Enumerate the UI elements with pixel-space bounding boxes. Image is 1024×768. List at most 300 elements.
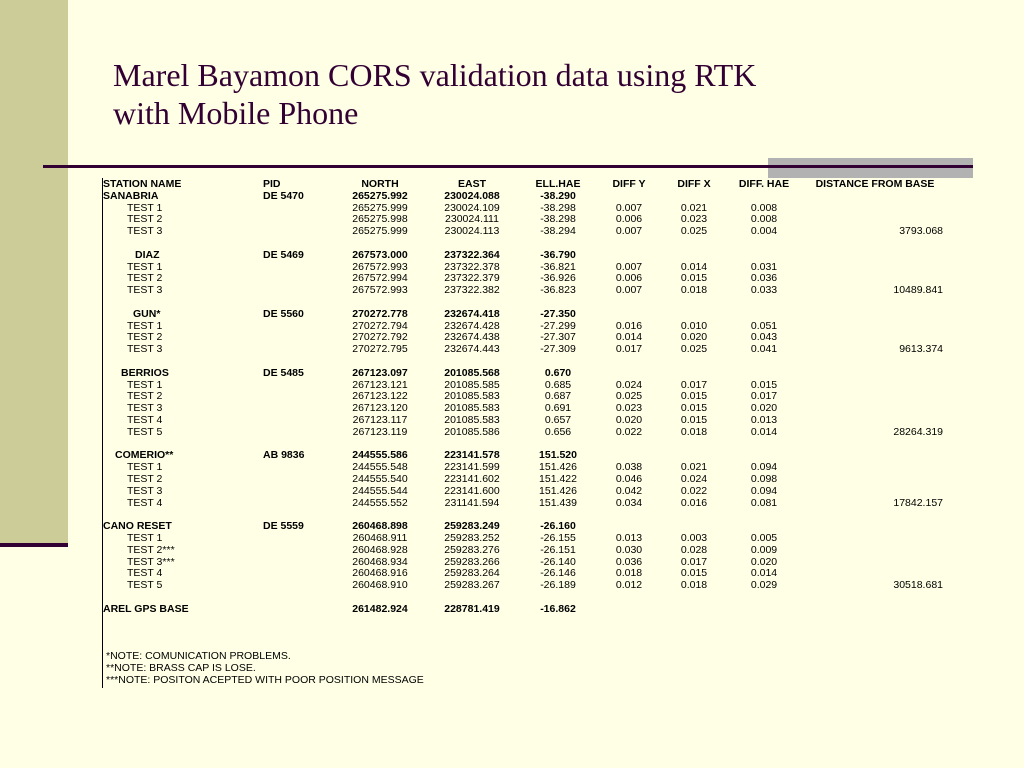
divider-accent xyxy=(768,158,973,178)
cell-distance xyxy=(801,368,949,380)
cell-north: 261482.924 xyxy=(352,603,408,615)
cell-pid: DE 5485 xyxy=(263,367,304,379)
cell-diff-hae: 0.020 xyxy=(750,403,778,415)
cell-diff-hae: 0.017 xyxy=(750,391,778,403)
cell-station-name: TEST 3 xyxy=(127,403,163,415)
cell-diff-y xyxy=(597,191,661,203)
test-row xyxy=(103,273,949,285)
cell-pid xyxy=(263,391,335,403)
test-row xyxy=(103,262,949,274)
test-row xyxy=(103,344,949,356)
cell-diff-y: 0.025 xyxy=(615,391,643,403)
cell-diff-x xyxy=(661,439,727,451)
cell-distance xyxy=(801,533,949,545)
cell-north: 244555.548 xyxy=(352,462,408,474)
cell-north: 267123.122 xyxy=(352,391,408,403)
cell-east: 201085.583 xyxy=(444,403,500,415)
cell-east: 259283.266 xyxy=(444,556,500,568)
cell-ell-hae xyxy=(519,238,597,250)
cell-diff-x: 0.025 xyxy=(680,226,708,238)
cell-diff-hae xyxy=(727,356,801,368)
cell-diff-y: 0.038 xyxy=(615,462,643,474)
cell-station-name: BERRIOS xyxy=(121,367,169,379)
cell-diff-hae xyxy=(727,450,801,462)
cell-diff-y: 0.024 xyxy=(615,379,643,391)
cell-east: 259283.249 xyxy=(444,521,500,533)
cell-diff-hae xyxy=(727,238,801,250)
cell-pid xyxy=(263,474,335,486)
cell-diff-y: 0.034 xyxy=(615,497,643,509)
cell-pid xyxy=(263,332,335,344)
cell-diff-x: 0.021 xyxy=(680,462,708,474)
cell-east xyxy=(425,439,519,451)
cell-north: 260468.911 xyxy=(352,532,408,544)
cell-diff-hae: 0.033 xyxy=(750,285,778,297)
cell-north: 270272.794 xyxy=(352,320,408,332)
cell-diff-y xyxy=(597,297,661,309)
test-row xyxy=(103,391,949,403)
cell-station-name xyxy=(103,356,263,368)
cell-pid xyxy=(263,462,335,474)
cell-east xyxy=(425,592,519,604)
cell-north: 260468.916 xyxy=(352,568,408,580)
test-row xyxy=(103,380,949,392)
cell-diff-x: 0.003 xyxy=(680,532,708,544)
cell-diff-hae: 0.098 xyxy=(750,473,778,485)
cell-station-name: TEST 4 xyxy=(127,497,163,509)
side-bottom-bar xyxy=(0,543,68,547)
cell-diff-hae: 0.005 xyxy=(750,532,778,544)
cell-station-name: TEST 5 xyxy=(127,580,163,592)
cell-east: 237322.364 xyxy=(444,249,500,261)
cell-ell-hae: -26.140 xyxy=(540,556,576,568)
cell-pid xyxy=(263,545,335,557)
validation-table xyxy=(103,179,949,615)
cell-distance xyxy=(801,557,949,569)
cell-station-name: TEST 2 xyxy=(127,391,163,403)
cell-ell-hae: -16.862 xyxy=(540,603,576,615)
cell-east: 259283.264 xyxy=(444,568,500,580)
cell-pid xyxy=(263,439,335,451)
cell-station-name: TEST 1 xyxy=(127,379,163,391)
cell-north: 267573.000 xyxy=(352,249,408,261)
cell-distance xyxy=(801,262,949,274)
cell-diff-y xyxy=(597,450,661,462)
test-row xyxy=(103,427,949,439)
station-row xyxy=(103,450,949,462)
cell-pid xyxy=(263,403,335,415)
cell-ell-hae: -26.160 xyxy=(540,521,576,533)
test-row xyxy=(103,462,949,474)
header-east: EAST xyxy=(457,179,486,190)
cell-ell-hae: 0.657 xyxy=(544,414,572,426)
cell-ell-hae: -36.821 xyxy=(540,261,576,273)
cell-diff-y: 0.046 xyxy=(615,473,643,485)
cell-pid xyxy=(263,592,335,604)
cell-diff-hae xyxy=(727,509,801,521)
cell-diff-hae: 0.094 xyxy=(750,462,778,474)
cell-east: 201085.583 xyxy=(444,391,500,403)
cell-diff-hae xyxy=(727,250,801,262)
cell-distance xyxy=(801,450,949,462)
cell-north: 260468.910 xyxy=(352,580,408,592)
cell-ell-hae xyxy=(519,297,597,309)
cell-north xyxy=(335,509,425,521)
cell-ell-hae: -26.189 xyxy=(540,580,576,592)
cell-pid xyxy=(263,380,335,392)
cell-north xyxy=(335,592,425,604)
cell-diff-x: 0.028 xyxy=(680,544,708,556)
cell-north: 260468.898 xyxy=(352,521,408,533)
note-1: *NOTE: COMUNICATION PROBLEMS. xyxy=(106,650,291,662)
cell-diff-hae: 0.020 xyxy=(750,556,778,568)
cell-station-name: TEST 3 xyxy=(127,485,163,497)
cell-north xyxy=(335,238,425,250)
cell-station-name: TEST 3*** xyxy=(127,556,175,568)
cell-diff-y: 0.012 xyxy=(615,580,643,592)
cell-ell-hae: -38.294 xyxy=(540,226,576,238)
blank-row xyxy=(103,509,949,521)
cell-diff-y: 0.020 xyxy=(615,414,643,426)
cell-north: 267123.121 xyxy=(352,379,408,391)
cell-diff-y xyxy=(597,356,661,368)
test-row xyxy=(103,545,949,557)
cell-north: 265275.992 xyxy=(352,190,408,202)
cell-distance xyxy=(801,332,949,344)
cell-pid: AB 9836 xyxy=(263,450,305,462)
cell-diff-x: 0.017 xyxy=(680,379,708,391)
station-row xyxy=(103,250,949,262)
cell-east: 230024.088 xyxy=(444,190,500,202)
cell-east xyxy=(425,509,519,521)
cell-station-name: TEST 1 xyxy=(127,261,163,273)
cell-diff-hae xyxy=(727,297,801,309)
cell-diff-y: 0.014 xyxy=(615,332,643,344)
cell-diff-y: 0.022 xyxy=(615,426,643,438)
cell-east xyxy=(425,238,519,250)
cell-distance xyxy=(801,486,949,498)
cell-distance xyxy=(801,297,949,309)
cell-distance xyxy=(801,321,949,333)
cell-pid xyxy=(263,580,335,592)
cell-diff-x xyxy=(661,356,727,368)
cell-east: 223141.600 xyxy=(444,485,500,497)
test-row xyxy=(103,474,949,486)
cell-north: 260468.934 xyxy=(352,556,408,568)
cell-pid: DE 5559 xyxy=(263,521,304,533)
cell-north xyxy=(335,439,425,451)
test-row xyxy=(103,332,949,344)
cell-diff-x: 0.018 xyxy=(680,285,708,297)
header-north: NORTH xyxy=(361,179,399,190)
cell-distance xyxy=(801,203,949,215)
cell-diff-x xyxy=(661,250,727,262)
cell-east: 201085.586 xyxy=(444,426,500,438)
cell-ell-hae: 151.426 xyxy=(539,485,577,497)
cell-diff-y xyxy=(597,509,661,521)
cell-pid xyxy=(263,262,335,274)
cell-ell-hae: -36.926 xyxy=(540,273,576,285)
cell-diff-hae: 0.008 xyxy=(750,214,778,226)
cell-station-name: TEST 2 xyxy=(127,473,163,485)
cell-station-name: GUN* xyxy=(133,308,161,320)
cell-pid xyxy=(263,533,335,545)
cell-diff-x: 0.024 xyxy=(680,473,708,485)
blank-row xyxy=(103,439,949,451)
cell-north: 265275.999 xyxy=(352,202,408,214)
cell-station-name: TEST 1 xyxy=(127,462,163,474)
test-row xyxy=(103,486,949,498)
cell-pid xyxy=(263,285,335,297)
cell-diff-hae xyxy=(727,191,801,203)
cell-diff-y xyxy=(597,250,661,262)
test-row xyxy=(103,415,949,427)
cell-station-name: TEST 1 xyxy=(127,532,163,544)
cell-north: 267123.119 xyxy=(352,426,408,438)
cell-diff-x xyxy=(661,592,727,604)
cell-diff-x: 0.020 xyxy=(680,332,708,344)
cell-station-name: DIAZ xyxy=(135,249,160,261)
station-row xyxy=(103,309,949,321)
cell-ell-hae: -36.790 xyxy=(540,249,576,261)
cell-diff-x xyxy=(661,450,727,462)
cell-distance xyxy=(801,521,949,533)
cell-east: 259283.252 xyxy=(444,532,500,544)
cell-east: 230024.113 xyxy=(444,226,500,238)
cell-north: 270272.795 xyxy=(352,344,408,356)
blank-row xyxy=(103,356,949,368)
cell-diff-hae: 0.036 xyxy=(750,273,778,285)
cell-north: 267572.994 xyxy=(352,273,408,285)
cell-east: 223141.578 xyxy=(444,450,500,462)
cell-diff-y xyxy=(597,309,661,321)
cell-ell-hae: -26.151 xyxy=(540,544,576,556)
cell-diff-y xyxy=(597,521,661,533)
blank-row xyxy=(103,297,949,309)
header-ell-hae: ELL.HAE xyxy=(535,179,581,190)
cell-station-name: TEST 3 xyxy=(127,344,163,356)
cell-east: 228781.419 xyxy=(444,603,500,615)
cell-diff-x xyxy=(661,368,727,380)
test-row xyxy=(103,285,949,297)
cell-diff-hae: 0.031 xyxy=(750,261,778,273)
cell-pid: DE 5560 xyxy=(263,308,304,320)
cell-east: 201085.568 xyxy=(444,367,500,379)
cell-station-name: TEST 2 xyxy=(127,332,163,344)
test-row xyxy=(103,557,949,569)
cell-pid xyxy=(263,214,335,226)
cell-distance xyxy=(801,403,949,415)
table-body xyxy=(103,191,949,616)
cell-diff-hae: 0.081 xyxy=(750,497,778,509)
cell-east: 259283.267 xyxy=(444,580,500,592)
test-row xyxy=(103,403,949,415)
station-row xyxy=(103,521,949,533)
cell-north: 260468.928 xyxy=(352,544,408,556)
cell-pid: DE 5470 xyxy=(263,190,304,202)
cell-diff-y xyxy=(597,604,661,616)
cell-ell-hae: -27.307 xyxy=(540,332,576,344)
cell-diff-x: 0.023 xyxy=(680,214,708,226)
cell-station-name: TEST 2*** xyxy=(127,544,175,556)
cell-east: 232674.438 xyxy=(444,332,500,344)
cell-diff-x: 0.025 xyxy=(680,344,708,356)
cell-north: 270272.778 xyxy=(352,308,408,320)
cell-station-name: TEST 1 xyxy=(127,202,163,214)
cell-pid xyxy=(263,344,335,356)
cell-diff-hae: 0.015 xyxy=(750,379,778,391)
title-divider xyxy=(43,165,973,168)
cell-diff-y: 0.030 xyxy=(615,544,643,556)
cell-diff-x: 0.015 xyxy=(680,391,708,403)
cell-diff-x: 0.015 xyxy=(680,568,708,580)
cell-distance: 30518.681 xyxy=(893,580,943,592)
cell-north: 265275.998 xyxy=(352,214,408,226)
cell-east: 237322.378 xyxy=(444,261,500,273)
cell-pid xyxy=(263,568,335,580)
cell-distance xyxy=(801,474,949,486)
test-row xyxy=(103,203,949,215)
cell-diff-x xyxy=(661,521,727,533)
cell-diff-x xyxy=(661,604,727,616)
cell-diff-y: 0.007 xyxy=(615,285,643,297)
cell-diff-hae: 0.051 xyxy=(750,320,778,332)
notes xyxy=(106,650,424,686)
cell-diff-y: 0.018 xyxy=(615,568,643,580)
cell-ell-hae: -27.299 xyxy=(540,320,576,332)
cell-station-name: TEST 3 xyxy=(127,285,163,297)
cell-diff-y: 0.016 xyxy=(615,320,643,332)
cell-distance: 28264.319 xyxy=(893,426,943,438)
test-row xyxy=(103,214,949,226)
cell-diff-hae: 0.041 xyxy=(750,344,778,356)
cell-diff-y xyxy=(597,592,661,604)
slide-title xyxy=(113,56,933,132)
cell-diff-x: 0.018 xyxy=(680,426,708,438)
cell-distance xyxy=(801,509,949,521)
cell-station-name xyxy=(103,238,263,250)
cell-distance xyxy=(801,439,949,451)
cell-diff-x xyxy=(661,191,727,203)
cell-pid xyxy=(263,557,335,569)
cell-diff-hae xyxy=(727,521,801,533)
cell-distance xyxy=(801,273,949,285)
cell-ell-hae xyxy=(519,439,597,451)
cell-diff-x: 0.018 xyxy=(680,580,708,592)
cell-diff-x: 0.015 xyxy=(680,414,708,426)
cell-pid xyxy=(263,427,335,439)
cell-ell-hae: 151.422 xyxy=(539,473,577,485)
test-row xyxy=(103,498,949,510)
header-distance: DISTANCE FROM BASE xyxy=(815,179,935,190)
cell-diff-hae xyxy=(727,439,801,451)
station-row xyxy=(103,191,949,203)
test-row xyxy=(103,568,949,580)
cell-diff-x: 0.015 xyxy=(680,273,708,285)
cell-north xyxy=(335,297,425,309)
cell-distance xyxy=(801,309,949,321)
cell-pid xyxy=(263,356,335,368)
cell-north: 244555.586 xyxy=(352,450,408,462)
station-row xyxy=(103,604,949,616)
cell-station-name: TEST 4 xyxy=(127,414,163,426)
cell-east: 232674.443 xyxy=(444,344,500,356)
cell-distance xyxy=(801,545,949,557)
note-3: ***NOTE: POSITON ACEPTED WITH POOR POSITION MESSAGE xyxy=(106,674,424,686)
cell-diff-x xyxy=(661,309,727,321)
cell-diff-y xyxy=(597,238,661,250)
cell-pid xyxy=(263,297,335,309)
cell-east: 232674.428 xyxy=(444,320,500,332)
cell-ell-hae: -26.146 xyxy=(540,568,576,580)
cell-ell-hae: 151.439 xyxy=(539,497,577,509)
cell-distance xyxy=(801,380,949,392)
cell-station-name: TEST 4 xyxy=(127,568,163,580)
cell-ell-hae: -38.298 xyxy=(540,214,576,226)
title-line-2: with Mobile Phone xyxy=(113,95,359,131)
cell-ell-hae: -27.309 xyxy=(540,344,576,356)
cell-station-name: TEST 3 xyxy=(127,226,163,238)
cell-diff-hae xyxy=(727,368,801,380)
cell-pid xyxy=(263,498,335,510)
cell-diff-y: 0.007 xyxy=(615,261,643,273)
cell-north: 267123.120 xyxy=(352,403,408,415)
blank-row xyxy=(103,238,949,250)
test-row xyxy=(103,226,949,238)
cell-diff-x: 0.022 xyxy=(680,485,708,497)
cell-distance xyxy=(801,250,949,262)
cell-east: 231141.594 xyxy=(444,497,500,509)
cell-distance: 10489.841 xyxy=(893,285,943,297)
cell-station-name: TEST 2 xyxy=(127,214,163,226)
cell-station-name: TEST 5 xyxy=(127,426,163,438)
cell-diff-hae xyxy=(727,604,801,616)
cell-diff-x xyxy=(661,238,727,250)
cell-diff-x: 0.014 xyxy=(680,261,708,273)
cell-diff-y: 0.006 xyxy=(615,214,643,226)
cell-diff-hae: 0.004 xyxy=(750,226,778,238)
cell-ell-hae: 151.520 xyxy=(539,450,577,462)
cell-diff-x: 0.016 xyxy=(680,497,708,509)
cell-ell-hae: -27.350 xyxy=(540,308,576,320)
cell-east xyxy=(425,356,519,368)
cell-diff-hae xyxy=(727,309,801,321)
cell-station-name: TEST 2 xyxy=(127,273,163,285)
cell-east: 232674.418 xyxy=(444,308,500,320)
cell-ell-hae: 151.426 xyxy=(539,462,577,474)
cell-east: 223141.599 xyxy=(444,462,500,474)
header-diff-y: DIFF Y xyxy=(612,179,646,190)
cell-ell-hae xyxy=(519,509,597,521)
cell-distance: 3793.068 xyxy=(899,226,943,238)
cell-ell-hae xyxy=(519,356,597,368)
cell-ell-hae: -38.290 xyxy=(540,190,576,202)
cell-pid: DE 5469 xyxy=(263,249,304,261)
cell-distance xyxy=(801,415,949,427)
test-row xyxy=(103,533,949,545)
blank-row xyxy=(103,592,949,604)
cell-north: 267123.097 xyxy=(352,367,408,379)
cell-east: 201085.585 xyxy=(444,379,500,391)
cell-pid xyxy=(263,604,335,616)
cell-distance xyxy=(801,568,949,580)
cell-diff-y xyxy=(597,439,661,451)
cell-diff-hae: 0.094 xyxy=(750,485,778,497)
cell-east: 223141.602 xyxy=(444,473,500,485)
cell-diff-y: 0.017 xyxy=(615,344,643,356)
cell-pid xyxy=(263,509,335,521)
cell-station-name: TEST 1 xyxy=(127,320,163,332)
